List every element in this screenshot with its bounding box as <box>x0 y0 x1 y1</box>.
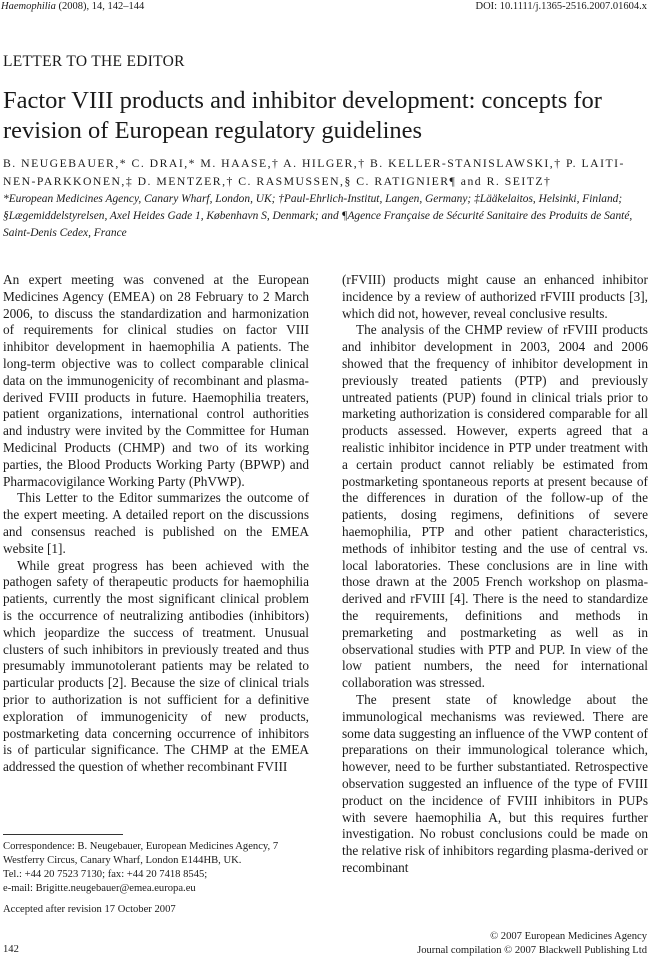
affiliations: *European Medicines Agency, Canary Wharf, London, UK; †Paul-Ehrlich-Institut, Langen, Germany; ‡Lääkelaitos, Helsinki, Finland; §Lægemiddelstyrelsen, Axel Heides Gade 1, København S, Denmark; and ¶Agence Française de Sécurité Sanitaire des Produits de Santé, Saint-Denis Cedex, France <box>3 193 633 239</box>
paragraph: An expert meeting was convened at the European Medicines Agency (EMEA) on 28 February to 2 March 2006, to discuss the standardization and harmonization of requirements for clinical studies on factor VIII inhibitor development in haemophilia A patients. The long-term objective was to collect comparable clinical data on the immunogenicity of recombinant and plasma-derived FVIII products in future. Haemophilia treaters, patient organizations, international control authorities and industry were invited by the Committee for Human Medicinal Products (CHMP) and two of its working parties, the Blood Products Working Party (BPWP) and Pharmacovigilance Working Party (PhVWP). <box>3 272 309 489</box>
doi: DOI: 10.1111/j.1365-2516.2007.01604.x <box>475 1 647 12</box>
paragraph: (rFVIII) products might cause an enhanced inhibitor incidence by a review of authorized rFVIII products [3], which did not, however, reveal conclusive results. <box>342 272 648 321</box>
body-column-left <box>3 272 309 776</box>
running-header-citation <box>1 0 144 14</box>
author-list: B. NEUGEBAUER,* C. DRAI,* M. HAASE,† A. HILGER,† B. KELLER-STANISLAWSKI,† P. LAITI-NEN-PARKKONEN,‡ D. MENTZER,† C. RASMUSSEN,§ C. RATIGNIER¶ and R. SEITZ† <box>3 157 625 188</box>
correspondence-address: Correspondence: B. Neugebauer, European Medicines Agency, 7 Westferry Circus, Canary Wharf, London E144HB, UK. <box>3 841 279 866</box>
accepted-date: Accepted after revision 17 October 2007 <box>3 904 176 915</box>
article-title: Factor VIII products and inhibitor development: concepts for revision of European regulatory guidelines <box>3 87 602 144</box>
correspondence-note <box>3 840 315 896</box>
paragraph: The present state of knowledge about the immunological mechanisms was reviewed. There are some data suggesting an influence of the VWP content of preparations on their immunological tolerance which, however, need to be further substantiated. Retrospective observation suggested an influence of the type of FVIII product on the incidence of FVIII inhibitors in PUPs with severe haemophilia A, but this requires further investigation. No robust conclusions could be made on the relative risk of inhibitors regarding plasma-derived or recombinant <box>342 691 648 875</box>
page-number: 142 <box>3 944 19 955</box>
journal-volume-pages: (2008), 14, 142–144 <box>58 1 145 12</box>
paragraph: The analysis of the CHMP review of rFVIII products and inhibitor development in 2003, 2004 and 2006 showed that the frequency of inhibitor development in previously treated patients (PTP) and previously untreated patients (PUP) found in clinical trials prior to marketing authorization is considered comparable for all products assessed. However, experts agreed that a realistic inhibitor incidence in PTP under treatment with a certain product cannot reliably be estimated from postmarketing spontaneous reports at present because of the differences in duration of the follow-up of the patients, dosing regimens, definitions of severe haemophilia, PTP and other patient characteristics, methods of inhibitor testing and the use of central vs. local laboratories. These conclusions are in line with those drawn at the 2005 French workshop on plasma-derived and rFVIII [4]. There is the need to standardize the requirements, definitions and methods in premarketing and postmarketing as well as in observational studies with PTP and PUP. In view of the low patient numbers, the need for international collaboration was stressed. <box>342 322 648 691</box>
copyright-line-2: Journal compilation © 2007 Blackwell Publishing Ltd <box>417 945 647 956</box>
copyright-notice <box>417 930 647 958</box>
correspondence-email: e-mail: Brigitte.neugebauer@emea.europa.eu <box>3 883 196 894</box>
body-column-right <box>342 272 648 877</box>
section-label: LETTER TO THE EDITOR <box>3 53 185 70</box>
copyright-line-1: © 2007 European Medicines Agency <box>490 931 647 942</box>
paragraph: This Letter to the Editor summarizes the outcome of the expert meeting. A detailed report on the discussions and consensus reached is published on the EMEA website [1]. <box>3 490 309 556</box>
correspondence-phone: Tel.: +44 20 7523 7130; fax: +44 20 7418 8545; <box>3 869 208 880</box>
paragraph: While great progress has been achieved with the pathogen safety of therapeutic products for haemophilia patients, currently the most significant clinical problem is the occurrence of neutralizing antibodies (inhibitors) which jeopardize the success of treatment. Unusual clusters of such inhibitors in previously treated and thus presumably immunotolerant patients may be related to particular products [2]. Because the size of clinical trials prior to authorization is not sufficient for a definitive exploration of immunogenicity of new products, postmarketing data concerning occurrence of inhibitors is of particular significance. The CHMP at the EMEA addressed the question of whether recombinant FVIII <box>3 557 309 775</box>
footnote-divider <box>3 834 123 835</box>
journal-name: Haemophilia <box>1 1 56 12</box>
